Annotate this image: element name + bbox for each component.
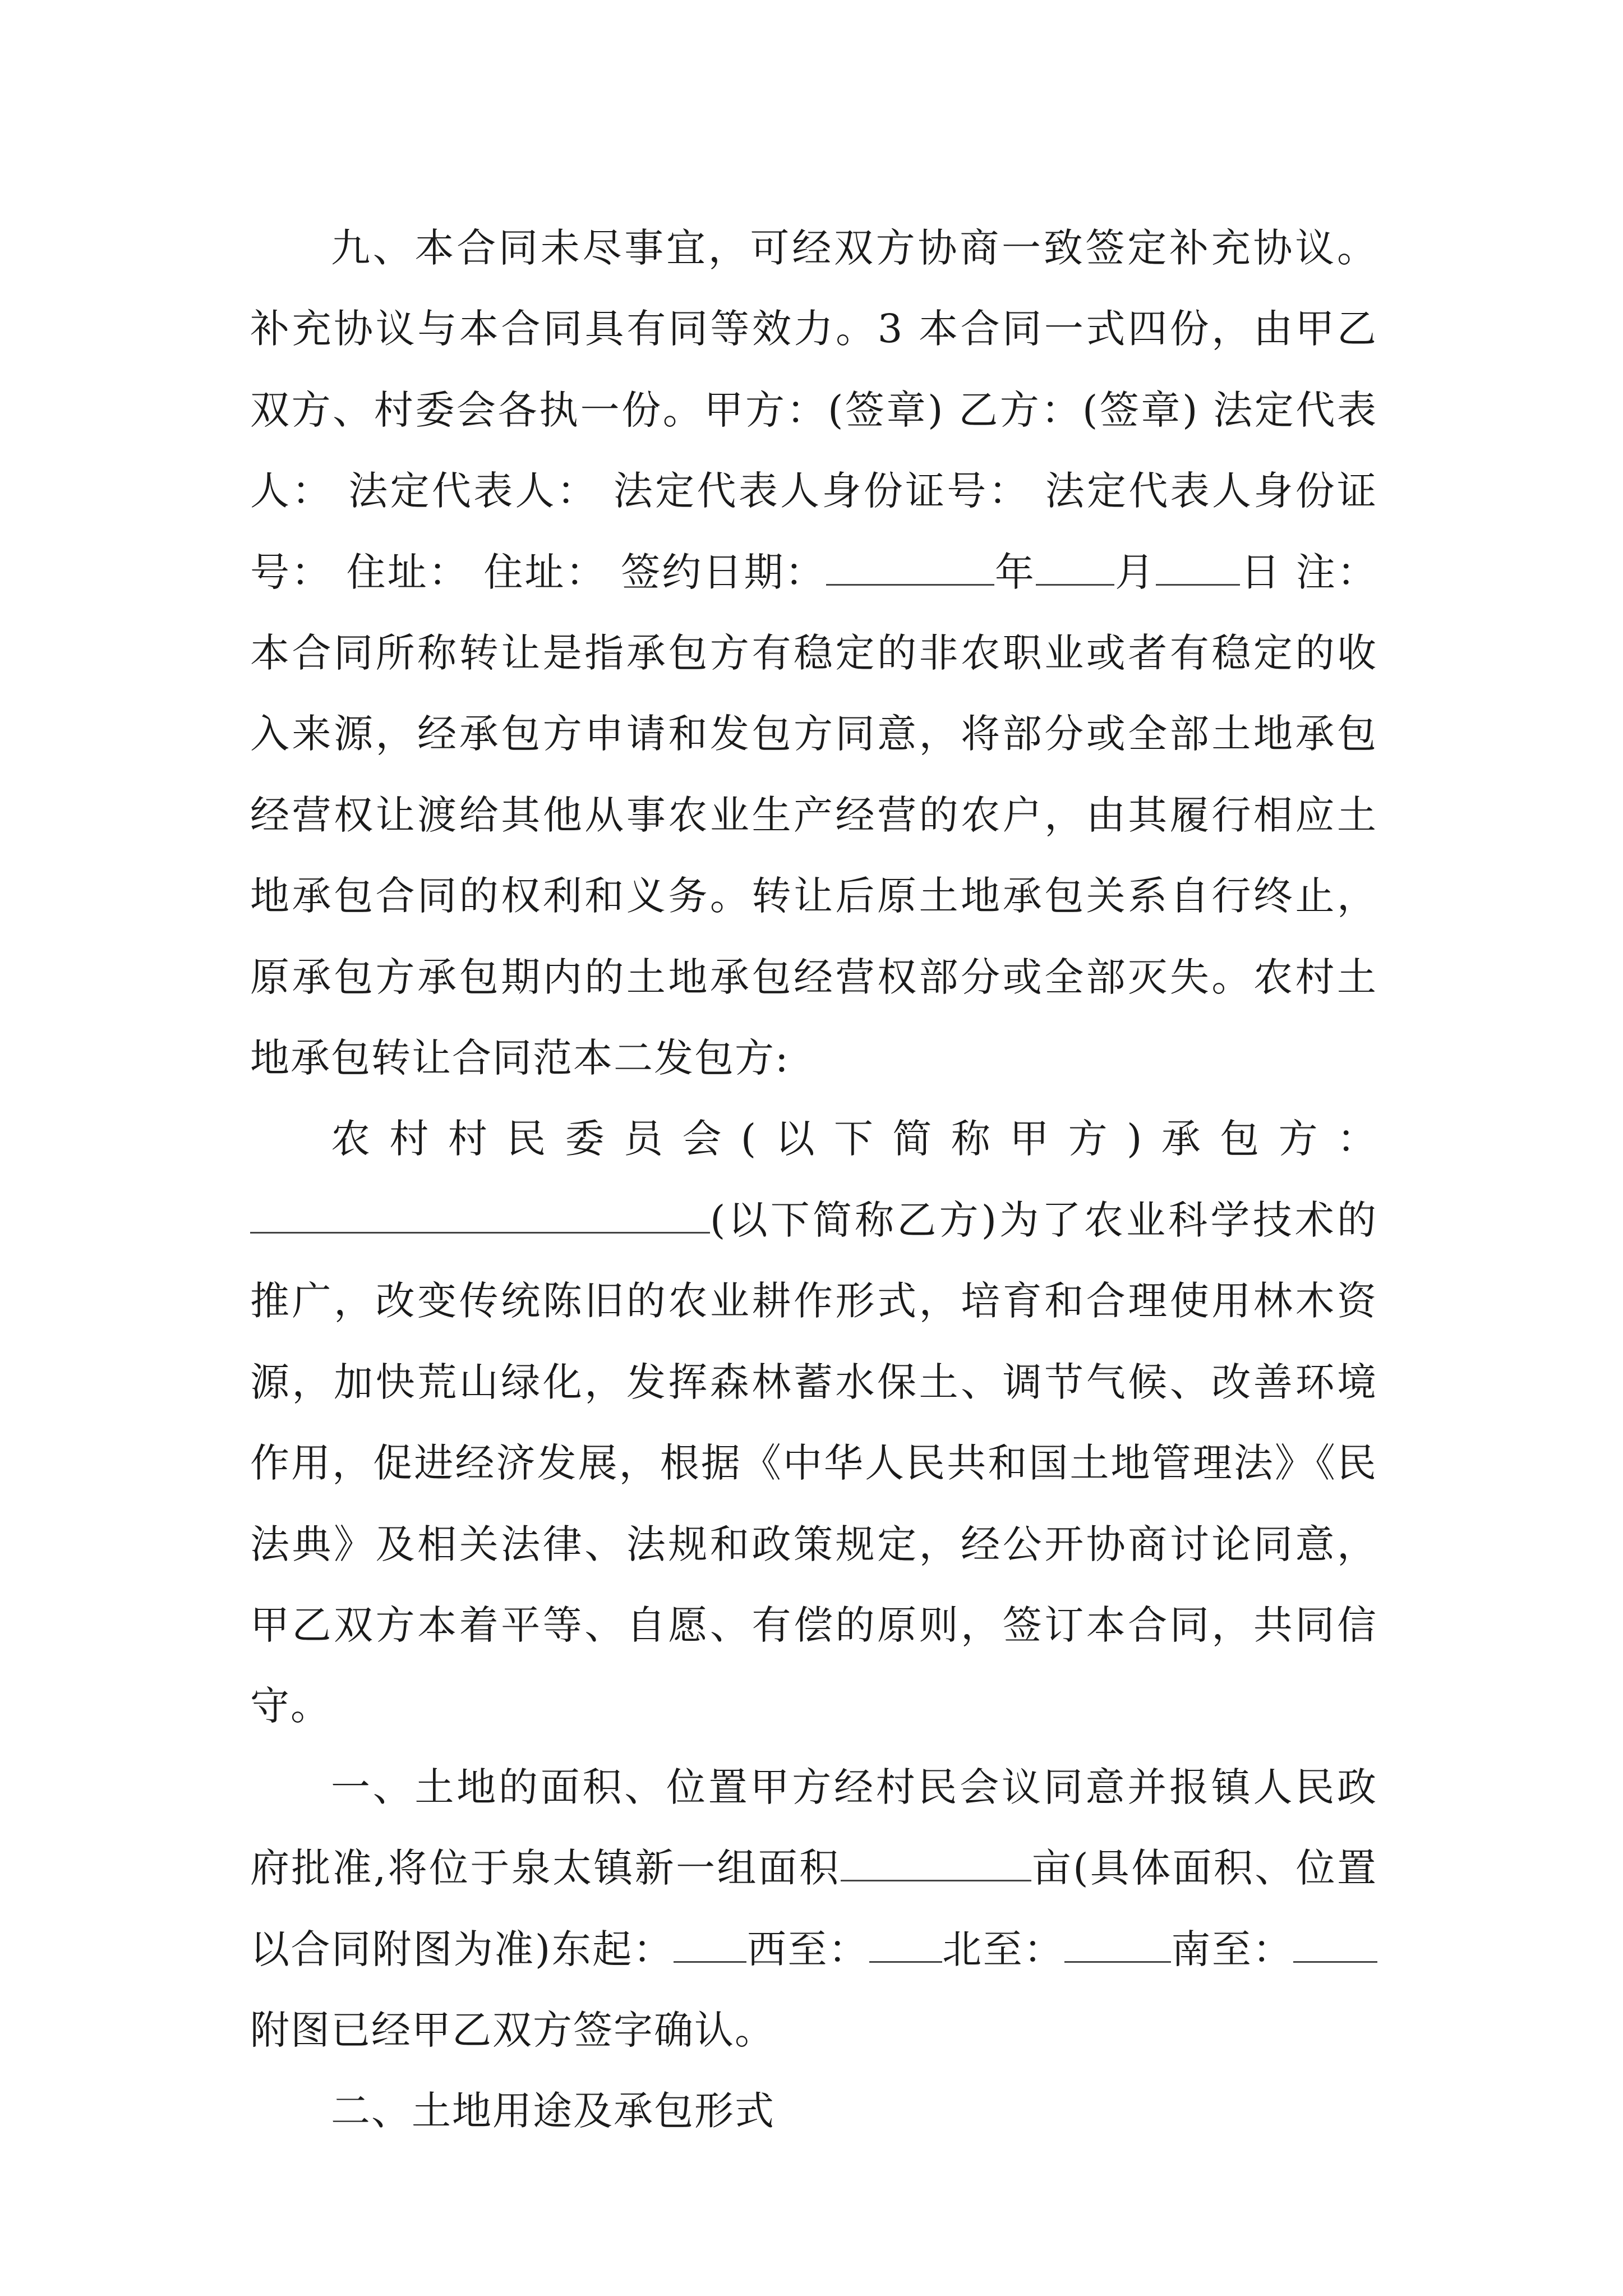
note-text: 日 注：本合同所称转让是指承包方有稳定的非农职业或者有稳定的收入来源，经承包方申请和发包方同意，将部分或全部土地承包经营权让渡给其他从事农业生产经营的农户，由其履行相应土地承包合同的权利和义务。转让后原土地承包关系自行终止，原承包方承包期内的土地承包经营权部分或全部灭失。农村土地承包转让合同范本二发包方:	[250, 549, 1377, 1082]
month-label: 月	[1114, 549, 1156, 595]
day-blank	[1156, 549, 1240, 586]
area-blank	[841, 1844, 1031, 1881]
party-b-blank	[250, 1197, 710, 1234]
land-area-text: 一、土地的面积、位置甲方经村民会议同意并报镇人民政府批准,将位于泉太镇新一组面积	[250, 1764, 1377, 1892]
month-blank	[1036, 549, 1114, 586]
land-use-heading: 二、土地用途及承包形式	[331, 2088, 775, 2134]
boundary-south-label: 南至：	[1170, 1926, 1294, 1972]
preamble-text: (以下简称乙方)为了农业科学技术的推广，改变传统陈旧的农业耕作形式，培育和合理使用林木资源，加快荒山绿化，发挥森林蓄水保土、调节气候、改善环境作用，促进经济发展，根据《中华人民共和国土地管理法》《民法典》及相关法律、法规和政策规定，经公开协商讨论同意，甲乙双方本着平等、自愿、有偿的原则，签订本合同，共同信守。	[250, 1197, 1377, 1729]
boundary-east-text: 亩(具体面积、位置以合同附图为准)东起：	[250, 1845, 1377, 1972]
boundary-north-label: 北至：	[942, 1926, 1064, 1972]
west-blank	[869, 1926, 942, 1963]
section-heading-land-use	[250, 2070, 1377, 2151]
year-blank	[826, 549, 994, 586]
north-blank	[1064, 1926, 1171, 1963]
year-label: 年	[994, 549, 1036, 595]
boundary-west-label: 西至：	[746, 1926, 869, 1972]
contract-terms-text: 九、本合同未尽事宜，可经双方协商一致签定补充协议。补充协议与本合同具有同等效力。3 本合同一式四份，由甲乙双方、村委会各执一份。甲方：(签章) 乙方：(签章) 法定代表人： 法定代表人： 法定代表人身份证号： 法定代表人身份证号： 住址： 住址： 签约日期：	[250, 225, 1377, 595]
paragraph-land-area	[250, 1747, 1377, 2071]
document-body	[250, 208, 1377, 2152]
east-blank	[674, 1926, 746, 1963]
paragraph-contract-terms	[250, 208, 1377, 1747]
spread-line-party-a: 农村村民委员会(以下简称甲方)承包方：	[331, 1116, 1377, 1162]
map-confirm-text: 附图已经甲乙双方签字确认。	[250, 2007, 775, 2053]
south-blank	[1293, 1926, 1377, 1963]
